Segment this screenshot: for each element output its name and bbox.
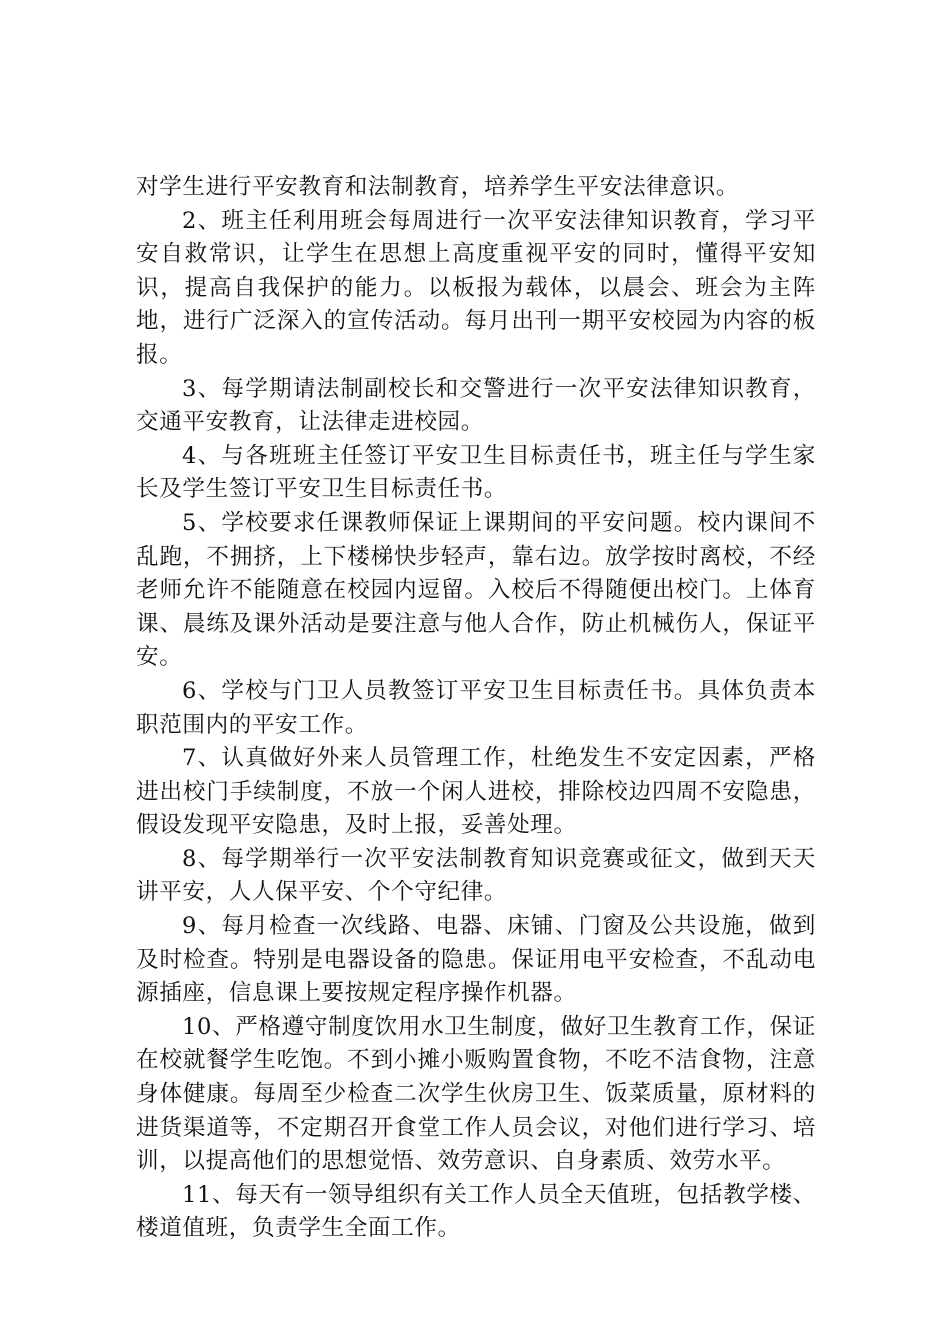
paragraph-item-2: 2、班主任利用班会每周进行一次平安法律知识教育，学习平安自救常识，让学生在思想上高度重视平安的同时，懂得平安知识，提高自我保护的能力。以板报为载体，以晨会、班会为主阵地，进行广泛深入的宣传活动。每月出刊一期平安校园为内容的板报。 [136,207,816,368]
paragraph-item-8: 8、每学期举行一次平安法制教育知识竞赛或征文，做到天天讲平安，人人保平安、个个守纪律。 [136,845,816,906]
paragraph-item-7: 7、认真做好外来人员管理工作，杜绝发生不安定因素，严格进出校门手续制度，不放一个闲人进校，排除校边四周不安隐患，假设发现平安隐患，及时上报，妥善处理。 [136,745,816,839]
paragraph-item-6: 6、学校与门卫人员教签订平安卫生目标责任书。具体负责本职范围内的平安工作。 [136,677,816,738]
paragraph-item-10: 10、严格遵守制度饮用水卫生制度，做好卫生教育工作，保证在校就餐学生吃饱。不到小摊小贩购置食物，不吃不洁食物，注意身体健康。每周至少检查二次学生伙房卫生、饭菜质量，原材料的进货渠道等，不定期召开食堂工作人员会议，对他们进行学习、培训，以提高他们的思想觉悟、效劳意识、自身素质、效劳水平。 [136,1013,816,1175]
paragraph-item-11: 11、每天有一领导组织有关工作人员全天值班，包括教学楼、楼道值班，负责学生全面工作。 [136,1181,816,1242]
document-body [136,171,816,1246]
paragraph-item-9: 9、每月检查一次线路、电器、床铺、门窗及公共设施，做到及时检查。特别是电器设备的隐患。保证用电平安检查，不乱动电源插座，信息课上要按规定程序操作机器。 [136,913,816,1007]
paragraph-intro: 对学生进行平安教育和法制教育，培养学生平安法律意识。 [136,174,740,200]
paragraph-item-4: 4、与各班班主任签订平安卫生目标责任书，班主任与学生家长及学生签订平安卫生目标责任书。 [136,442,816,503]
paragraph-item-5: 5、学校要求任课教师保证上课期间的平安问题。校内课间不乱跑，不拥挤，上下楼梯快步轻声，靠右边。放学按时离校，不经老师允许不能随意在校园内逗留。入校后不得随便出校门。上体育课、晨练及课外活动是要注意与他人合作，防止机械伤人，保证平安。 [136,509,816,671]
paragraph-item-3: 3、每学期请法制副校长和交警进行一次平安法律知识教育，交通平安教育，让法律走进校园。 [136,375,816,436]
